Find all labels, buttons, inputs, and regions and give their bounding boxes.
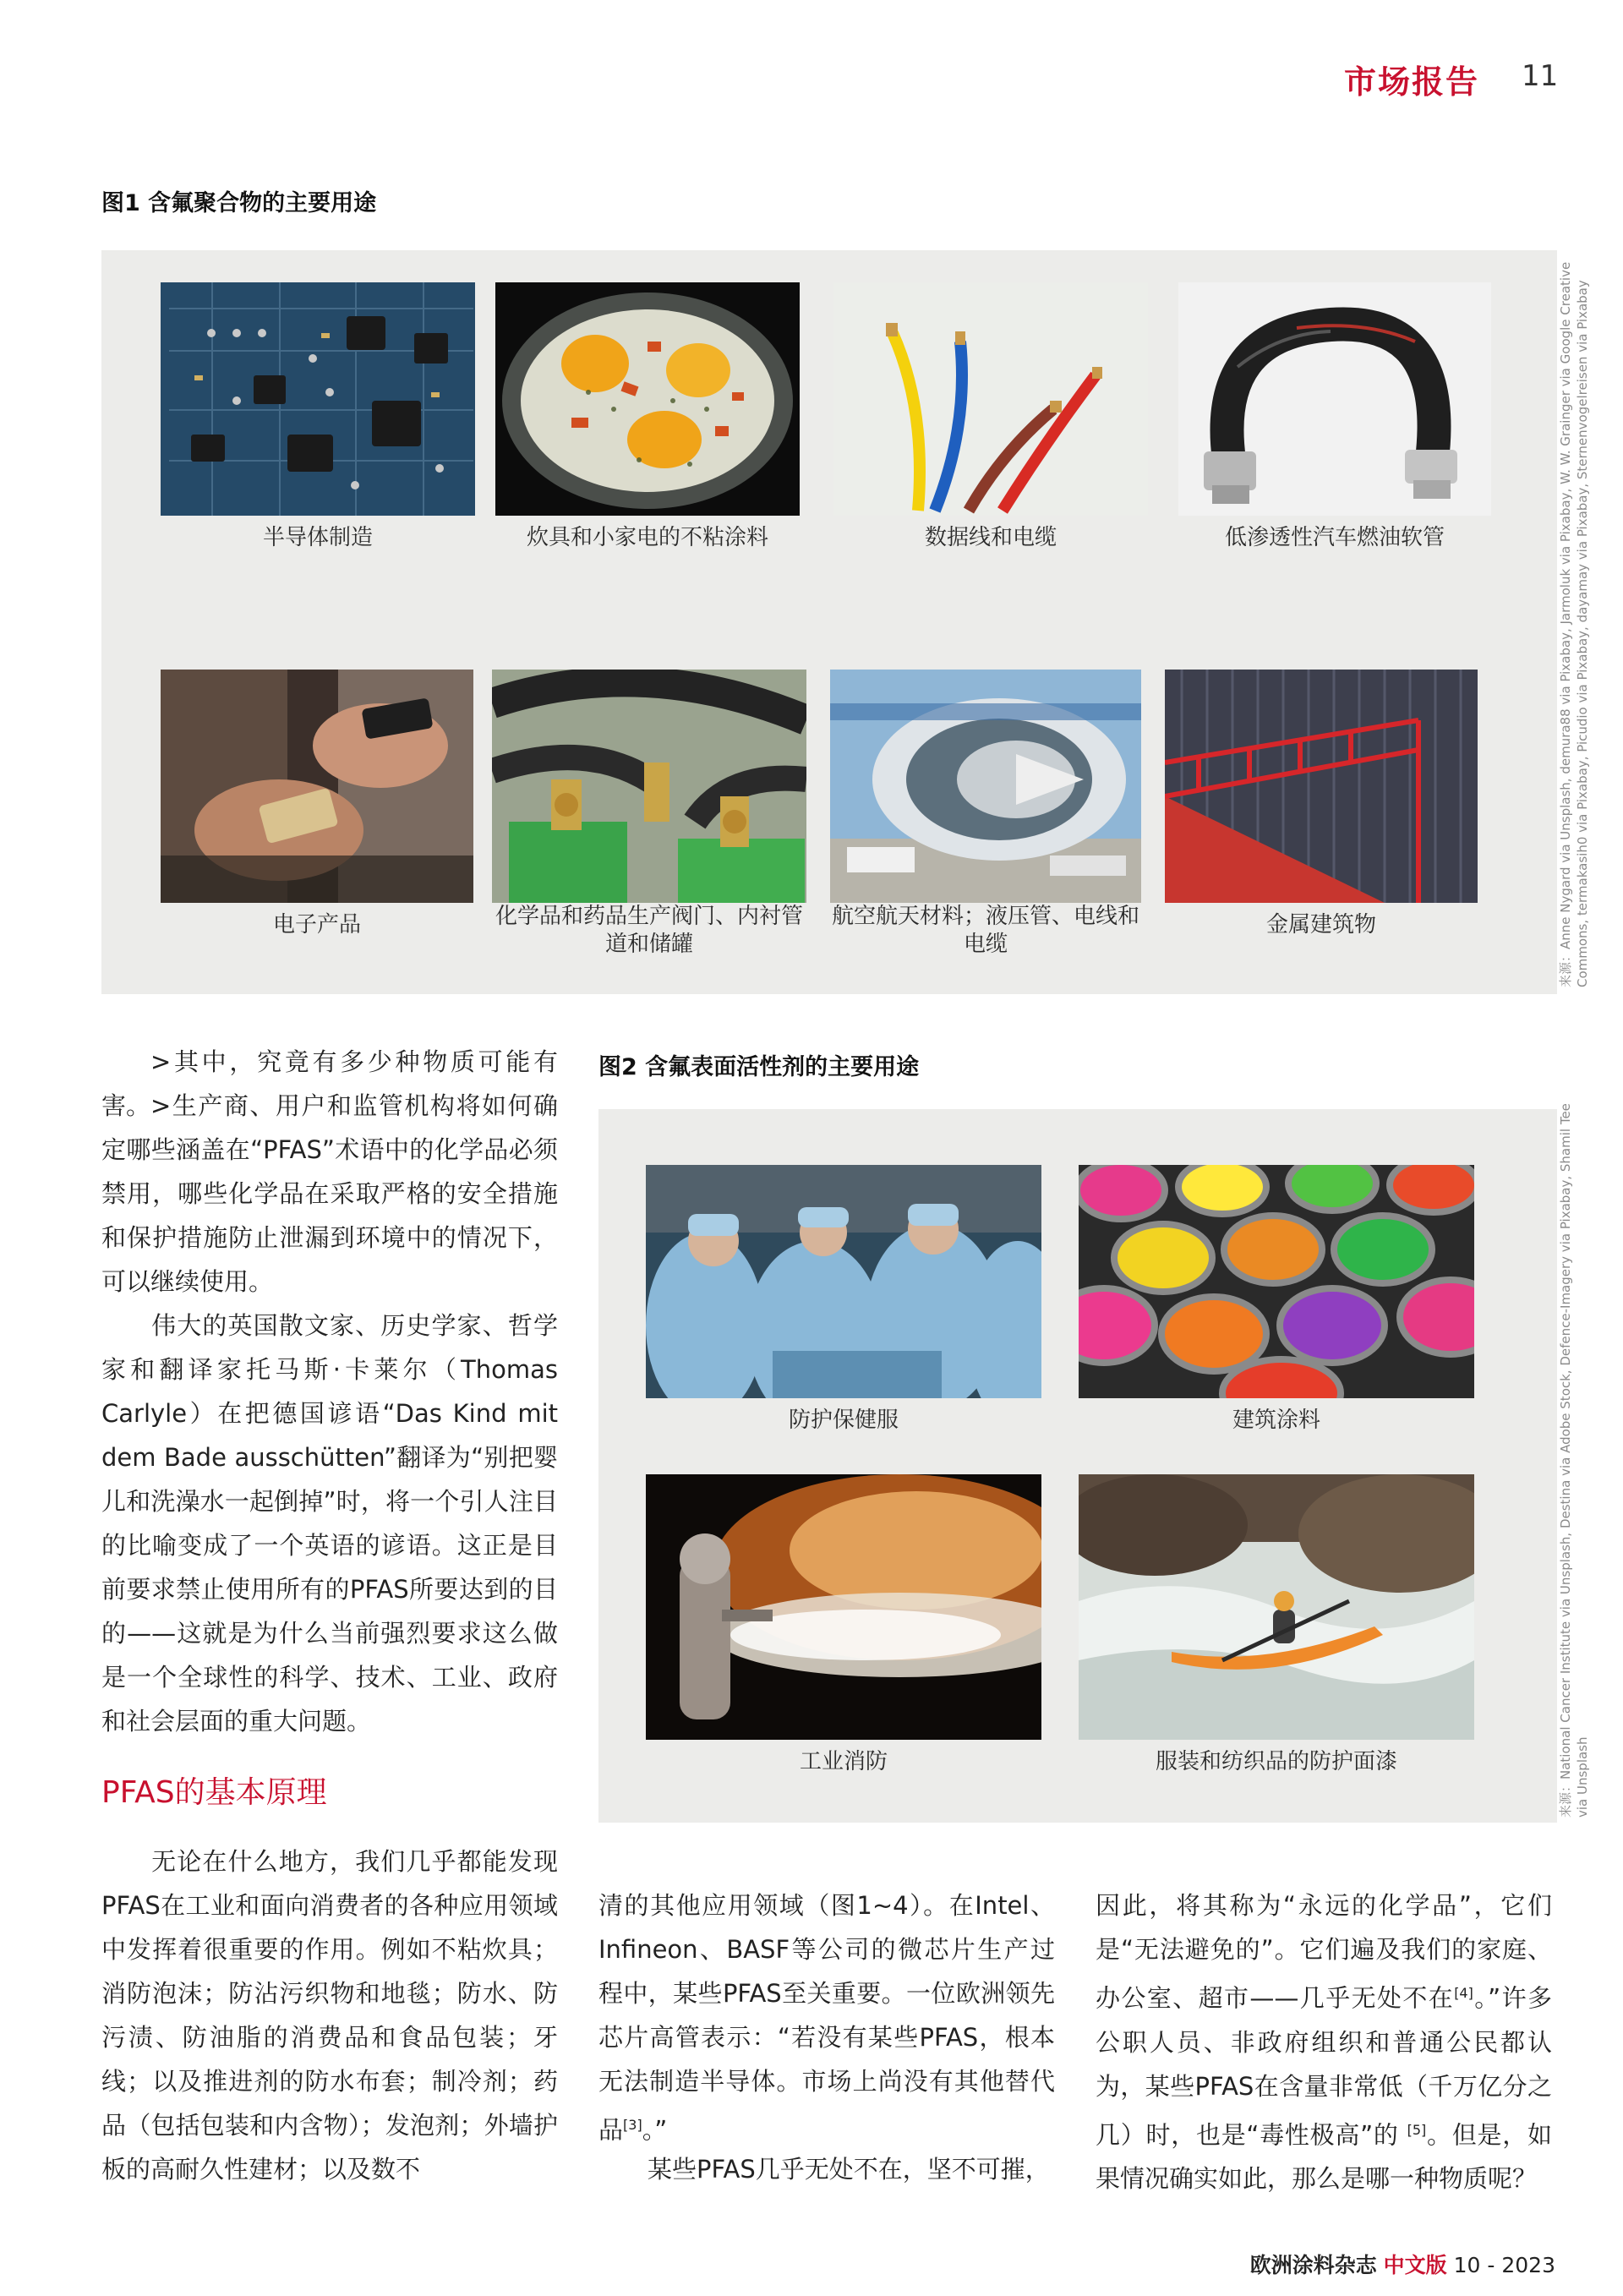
label-metal-building: 金属建筑物 <box>1265 912 1376 938</box>
footer <box>1183 2249 1555 2279</box>
photo-industrial-firefighting <box>646 1474 1041 1740</box>
photo-protective-clothing <box>646 1165 1041 1398</box>
photo-nonstick-pan <box>495 282 800 516</box>
photo-electronics <box>161 670 473 903</box>
label-nonstick-pan: 炊具和小家电的不粘涂料 <box>526 525 768 550</box>
footer-edition: 中文版 <box>1383 2253 1447 2277</box>
footer-issue: 10 - 2023 <box>1453 2253 1555 2277</box>
figure1-title: 图1 含氟聚合物的主要用途 <box>101 190 377 216</box>
label-fuel-hose: 低渗透性汽车燃油软管 <box>1224 525 1445 550</box>
label-industrial-firefighting: 工业消防 <box>799 1749 888 1774</box>
footer-brand: 欧洲涂料杂志 <box>1249 2253 1377 2277</box>
page-number: 11 <box>1522 59 1559 93</box>
photo-fuel-hose <box>1178 282 1491 516</box>
label-textile-finish: 服装和纺织品的防护面漆 <box>1155 1749 1397 1774</box>
label-cables: 数据线和电缆 <box>924 525 1057 550</box>
photo-textile-finish <box>1079 1474 1474 1740</box>
figure2-source: 来源：National Cancer Institute via Unsplash, Destina via Adobe Stock, Defence-Imagery via Pixabay, Shamil Tee via Unsplash <box>1558 1103 1591 1818</box>
paragraph-4: 无论在什么地方，我们几乎都能发现PFAS在工业和面向消费者的各种应用领域中发挥着很重要的作用。例如不粘炊具；消防泡沫；防沾污织物和地毯；防水、防污渍、防油脂的消费品和食品包装；牙线；以及推进剂的防水布套；制冷剂；药品（包括包装和内含物）；发泡剂；外墙护板的高耐久性建材；以及数不 <box>101 1847 558 2184</box>
label-protective-clothing: 防护保健服 <box>788 1408 899 1433</box>
figure1-panel <box>101 250 1557 994</box>
paragraph-6: 某些PFAS几乎无处不在，坚不可摧， <box>648 2155 1050 2184</box>
figure1-source: 来源：Anne Nygard via Unsplash, demura88 via Pixabay, Jarmoluk via Pixabay, W. W. Grainger via Google Creative Commons, termakasih0 via Pixabay, Picudio via Pixabay, dayamay via Pixabay, Sternenvogelreisen via Pixabay <box>1558 261 1591 987</box>
figure2-panel <box>598 1109 1557 1823</box>
photo-cables <box>833 282 1148 516</box>
label-aerospace: 航空航天材料；液压管、电线和电缆 <box>831 904 1139 957</box>
paragraph-3: 伟大的英国散文家、历史学家、哲学家和翻译家托马斯·卡莱尔（Thomas Carlyle）在把德国谚语“Das Kind mit dem Bade ausschütten”翻译为“别把婴儿和洗澡水一起倒掉”时，将一个引人注目的比喻变成了一个英语的谚语。这正是目前要求禁止使用所有的PFAS所要达到的目的——这就是为什么当前强烈要求这么做是一个全球性的科学、技术、工业、政府和社会层面的重大问题。 <box>101 1311 558 1736</box>
photo-chemical-valves <box>492 670 806 903</box>
figure2-title: 图2 含氟表面活性剂的主要用途 <box>598 1054 920 1080</box>
paragraph-5: 清的其他应用领域（图1~4）。在Intel、Infineon、BASF等公司的微芯片生产过程中，某些PFAS至关重要。一位欧洲领先芯片高管表示：“若没有某些PFAS，根本无法制造半导体。市场上尚没有其他替代品[3]。” <box>598 1891 1055 2145</box>
paragraph-2: >生产商、用户和监管机构将如何确定哪些涵盖在“PFAS”术语中的化学品必须禁用，哪些化学品在采取严格的安全措施和保护措施防止泄漏到环境中的情况下，可以继续使用。 <box>101 1091 558 1296</box>
section-label: 市场报告 <box>1344 63 1480 101</box>
photo-semiconductor <box>161 282 475 516</box>
section-heading: PFAS的基本原理 <box>101 1775 327 1810</box>
paragraph-7: 因此，将其称为“永远的化学品”，它们是“无法避免的”。它们遍及我们的家庭、办公室、超市——几乎无处不在[4]。”许多公职人员、非政府组织和普通公民都认为，某些PFAS在含量非常低（千万亿分之几）时，也是“毒性极高”的 [5]。但是，如果情况确实如此，那么是哪一种物质呢？ <box>1096 1891 1552 2194</box>
photo-metal-building <box>1165 670 1478 903</box>
label-architectural-coatings: 建筑涂料 <box>1232 1408 1320 1433</box>
paragraph-1: >其中，究竟有多少种物质可能有害。 <box>101 1047 558 1120</box>
photo-aerospace <box>830 670 1141 903</box>
photo-architectural-coatings <box>1079 1165 1474 1398</box>
label-electronics: 电子产品 <box>272 912 361 938</box>
label-chemical-valves: 化学品和药品生产阀门、内衬管道和储罐 <box>495 904 803 957</box>
label-semiconductor: 半导体制造 <box>262 525 373 550</box>
